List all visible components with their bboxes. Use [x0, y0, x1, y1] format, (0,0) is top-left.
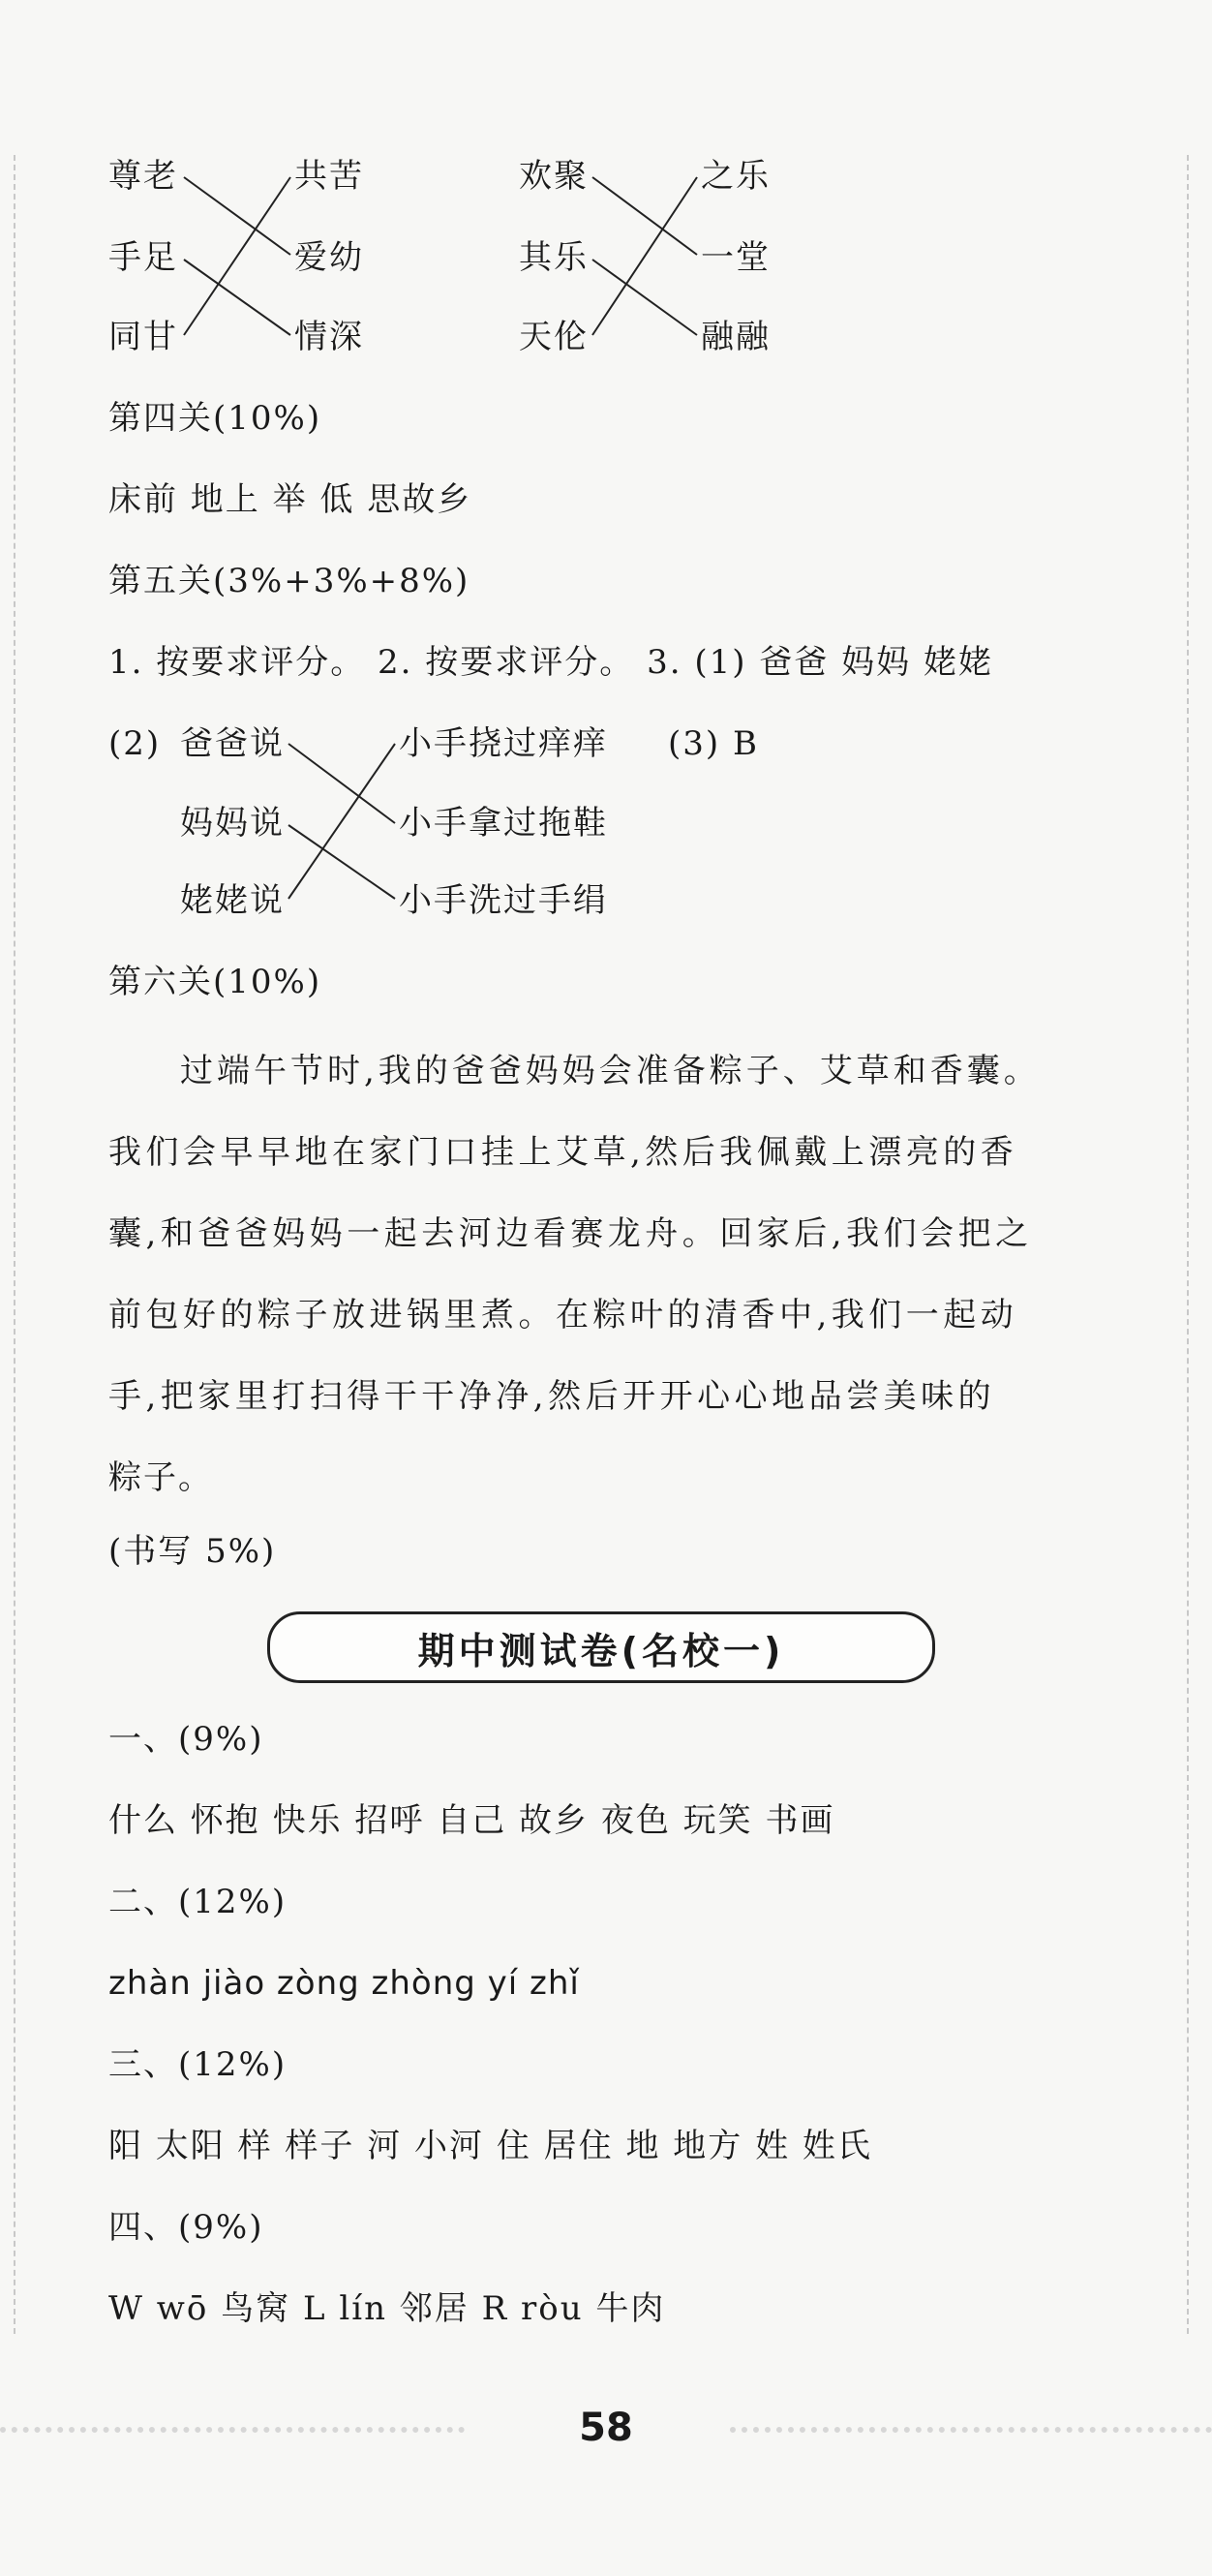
- q3-title: 三、(12%): [108, 2045, 288, 2084]
- section-5-title: 第五关(3%+3%+8%): [108, 562, 470, 600]
- match-line-b1: [592, 177, 697, 255]
- q3-answer: 阳 太阳 样 样子 河 小河 住 居住 地 地方 姓 姓氏: [108, 2127, 872, 2165]
- q4-title: 四、(9%): [108, 2208, 264, 2247]
- writing-score: (书写 5%): [108, 1532, 277, 1571]
- match-line-c1: [288, 744, 395, 823]
- match-a-right-1: 共苦: [294, 157, 364, 196]
- match-line-c2: [288, 825, 395, 899]
- essay-line-6: 粽子。: [108, 1458, 213, 1497]
- essay-line-5: 手,把家里打扫得干干净净,然后开开心心地品尝美味的: [108, 1377, 996, 1416]
- q2-title: 二、(12%): [108, 1883, 288, 1921]
- essay-line-2: 我们会早早地在家门口挂上艾草,然后我佩戴上漂亮的香: [108, 1133, 1018, 1172]
- section-6-title: 第六关(10%): [108, 963, 322, 1001]
- match-b-left-3: 天伦: [519, 318, 589, 356]
- match-a-right-3: 情深: [294, 318, 364, 356]
- match-line-c3: [288, 744, 395, 899]
- match-a-right-2: 爱幼: [294, 238, 364, 277]
- match-line-a1: [184, 177, 290, 255]
- q2-answer: zhàn jiào zòng zhòng yí zhǐ: [108, 1964, 580, 2003]
- match-line-b2: [592, 260, 697, 335]
- match-a-left-3: 同甘: [108, 318, 178, 356]
- q1-title: 一、(9%): [108, 1720, 264, 1759]
- section-5-part2-prefix: (2): [108, 724, 162, 763]
- section-5-right-2: 小手拿过拖鞋: [399, 804, 608, 843]
- page-number: 58: [579, 2406, 633, 2450]
- match-line-a3: [184, 177, 290, 335]
- match-b-left-2: 其乐: [519, 238, 589, 277]
- section-5-left-3: 姥姥说: [180, 881, 285, 920]
- q1-answer: 什么 怀抱 快乐 招呼 自己 故乡 夜色 玩笑 书画: [108, 1801, 835, 1840]
- left-binding-line: [14, 155, 15, 2334]
- exam-title-banner: [267, 1611, 935, 1683]
- match-b-left-1: 欢聚: [519, 157, 589, 196]
- essay-line-3: 囊,和爸爸妈妈一起去河边看赛龙舟。回家后,我们会把之: [108, 1214, 1033, 1253]
- match-a-left-1: 尊老: [108, 157, 178, 196]
- match-b-right-3: 融融: [701, 318, 771, 356]
- section-5-left-1: 爸爸说: [180, 724, 285, 763]
- section-4-answer: 床前 地上 举 低 思故乡: [108, 480, 472, 519]
- section-5-left-2: 妈妈说: [180, 804, 285, 843]
- exam-title: 期中测试卷(名校一): [417, 1629, 785, 1672]
- section-5-right-1: 小手挠过痒痒: [399, 724, 608, 763]
- essay-line-1: 过端午节时,我的爸爸妈妈会准备粽子、艾草和香囊。: [180, 1052, 1041, 1090]
- section-5-right-3: 小手洗过手绢: [399, 881, 608, 920]
- section-5-part3: (3) B: [668, 724, 759, 763]
- right-binding-line: [1187, 155, 1189, 2334]
- match-b-right-1: 之乐: [701, 157, 771, 196]
- section-5-line-1: 1. 按要求评分。 2. 按要求评分。 3. (1) 爸爸 妈妈 姥姥: [108, 643, 993, 682]
- q4-answer: W wō 鸟窝 L lín 邻居 R ròu 牛肉: [108, 2289, 666, 2328]
- match-a-left-2: 手足: [108, 238, 178, 277]
- match-b-right-2: 一堂: [701, 238, 771, 277]
- match-line-a2: [184, 260, 290, 335]
- essay-line-4: 前包好的粽子放进锅里煮。在粽叶的清香中,我们一起动: [108, 1296, 1018, 1334]
- match-line-b3: [592, 177, 697, 335]
- section-4-title: 第四关(10%): [108, 399, 322, 438]
